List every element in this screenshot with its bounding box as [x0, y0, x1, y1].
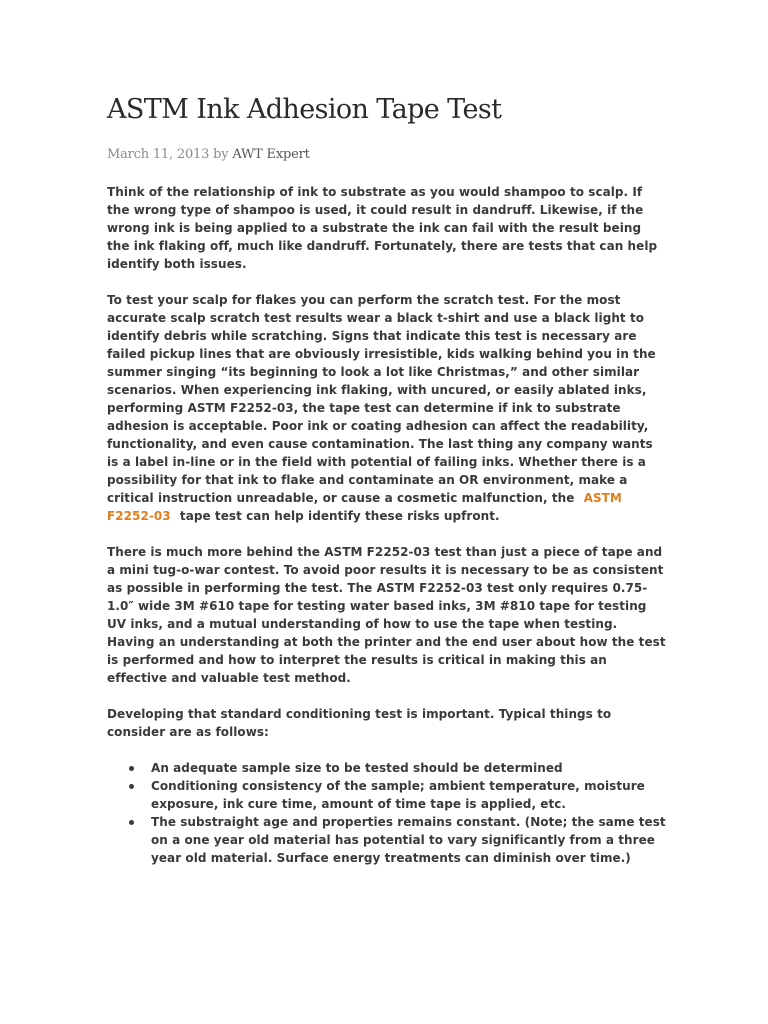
paragraph-text: tape test can help identify these risks upfront. [179, 509, 500, 523]
paragraph-conditioning: Developing that standard conditioning test is important. Typical things to consider are as follows: [107, 707, 612, 739]
post-title: ASTM Ink Adhesion Tape Test [107, 94, 502, 125]
paragraph-text: To test your scalp for flakes you can perform the scratch test. For the most accurate scalp scratch test results wear a black t-shirt and use a black light to identify debris while scratching. Signs that indicate this test is necessary are failed pickup lines that are obviously irresistible, kids walking behind you in the summer singing “its beginning to look a lot like Christmas,” and other similar scenarios. When experiencing ink flaking, with uncured, or easily ablated inks, performing ASTM F2252-03, the tape test can determine if ink to substrate adhesion is acceptable. Poor ink or coating adhesion can affect the readability, functionality, and even cause contamination. The last thing any company wants is a label in-line or in the field with potential of failing inks. Whether there is a possibility for that ink to flake and contaminate an OR environment, make a critical instruction unreadable, or cause a cosmetic malfunction, the [107, 293, 656, 505]
post-by-label: by [213, 147, 229, 162]
post-body [107, 183, 667, 867]
post-meta [107, 146, 310, 164]
paragraph-intro: Think of the relationship of ink to substrate as you would shampoo to scalp. If the wrong type of shampoo is used, it could result in dandruff. Likewise, if the wrong ink is being applied to a substrate the ink can fail with the result being the ink flaking off, much like dandruff. Fortunately, there are tests that can help identify both issues. [107, 185, 658, 271]
list-item: The substraight age and properties remains constant. (Note; the same test on a one year old material has potential to vary significantly from a three year old material. Surface energy treatments can diminish over time.) [151, 815, 666, 865]
post-author[interactable]: AWT Expert [232, 147, 310, 162]
conditioning-list [107, 759, 667, 867]
list-item: Conditioning consistency of the sample; ambient temperature, moisture exposure, ink cure time, amount of time tape is applied, etc. [151, 777, 667, 813]
astm-f2252-03-link[interactable]: ASTM F2252-03 [107, 491, 622, 523]
paragraph-tape-test: There is much more behind the ASTM F2252-03 test than just a piece of tape and a mini tug-o-war contest. To avoid poor results it is necessary to be as consistent as possible in performing the test. The ASTM F2252-03 test only requires 0.75-1.0″ wide 3M #610 tape for testing water based inks, 3M #810 tape for testing UV inks, and a mutual understanding of how to use the tape when testing. Having an understanding at both the printer and the end user about how the test is performed and how to interpret the results is critical in making this an effective and valuable test method. [107, 545, 666, 685]
list-item: An adequate sample size to be tested should be determined [151, 759, 667, 777]
post-date[interactable]: March 11, 2013 [107, 147, 210, 162]
paragraph-scratch-test [107, 291, 667, 525]
